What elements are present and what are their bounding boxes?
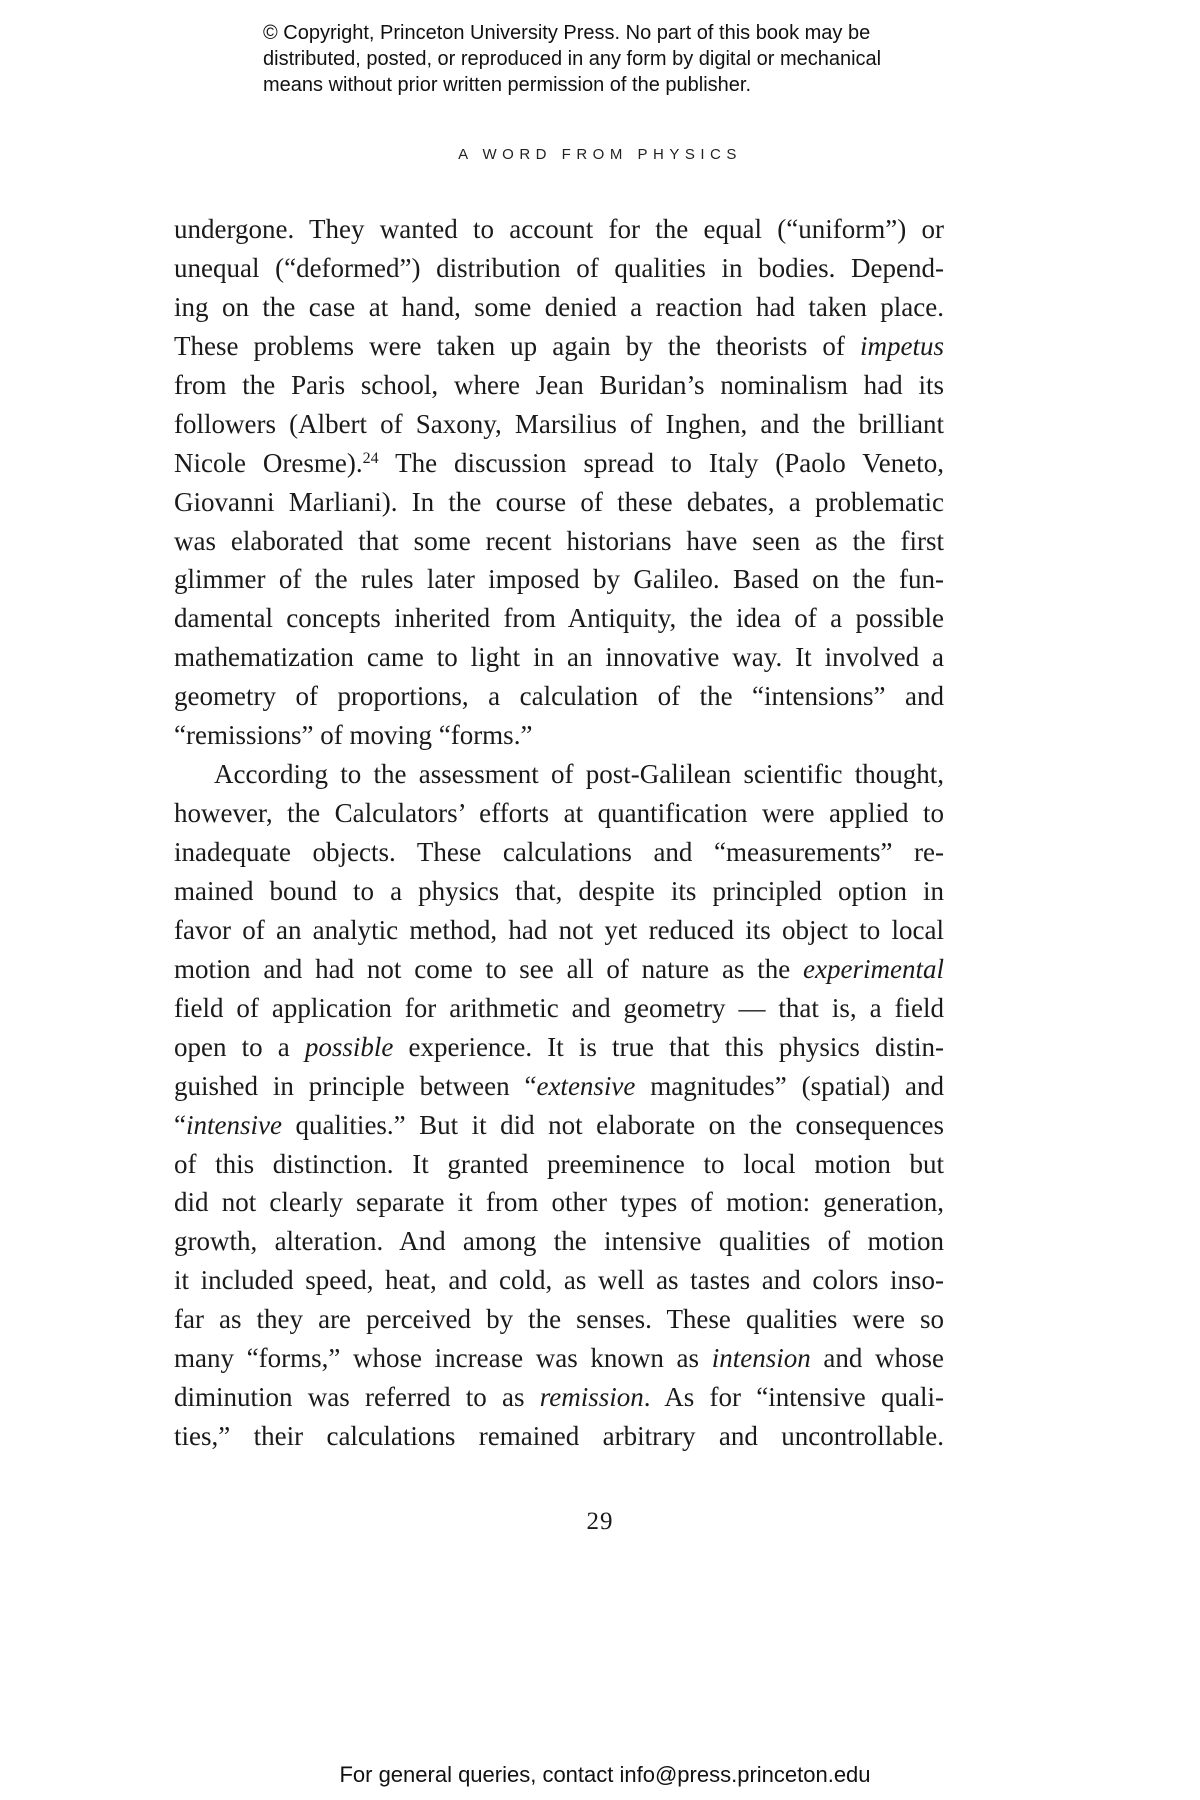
text-line — [174, 560, 944, 599]
line-text: ties,” their calculations remained arbitrary and uncontrollable. — [174, 1421, 944, 1452]
footnote-marker: 24 — [362, 449, 379, 467]
text-line — [174, 327, 944, 366]
body-text — [174, 210, 944, 1456]
footer-contact: For general queries, contact info@press.princeton.edu — [339, 1762, 871, 1787]
line-text: mained bound to a physics that, despite its principled option in — [174, 875, 944, 906]
line-text: and whose — [810, 1343, 944, 1374]
line-text: far as they are perceived by the senses. These qualities were so — [174, 1304, 944, 1335]
line-text: did not clearly separate it from other types of motion: generation, — [174, 1187, 944, 1218]
page-number: 29 — [586, 1508, 614, 1535]
text-line — [174, 288, 944, 327]
text-line — [174, 1067, 944, 1106]
line-text: growth, alteration. And among the intensive qualities of motion — [174, 1226, 944, 1257]
line-text: field of application for arithmetic and geometry — that is, a field — [174, 992, 944, 1023]
text-line — [174, 210, 944, 249]
line-text: “remissions” of moving “forms.” — [174, 720, 533, 751]
copyright-notice — [263, 20, 1023, 98]
line-text: followers (Albert of Saxony, Marsilius of Inghen, and the brilliant — [174, 408, 944, 439]
line-text: many “forms,” whose increase was known as — [174, 1343, 712, 1374]
line-text: open to a — [174, 1031, 305, 1062]
line-text: According to the assessment of post-Galilean scientific thought, — [214, 759, 944, 790]
line-text: guished in principle between “ — [174, 1070, 537, 1101]
text-line — [174, 1222, 944, 1261]
text-line — [174, 405, 944, 444]
text-line — [174, 755, 944, 794]
text-line — [174, 1261, 944, 1300]
line-text: mathematization came to light in an innovative way. It involved a — [174, 642, 944, 673]
line-text: experience. It is true that this physics distin- — [393, 1031, 944, 1062]
text-line — [174, 1378, 944, 1417]
line-text: however, the Calculators’ efforts at quantification were applied to — [174, 798, 944, 829]
text-line — [174, 366, 944, 405]
line-text: diminution was referred to as — [174, 1382, 540, 1413]
line-text: Nicole Oresme). — [174, 447, 363, 478]
line-text: it included speed, heat, and cold, as well as tastes and colors inso- — [174, 1265, 944, 1296]
italic-term: remission — [539, 1382, 644, 1413]
text-line — [174, 599, 944, 638]
text-line — [174, 638, 944, 677]
line-text: The discussion spread to Italy (Paolo Veneto, — [378, 447, 944, 478]
line-text: Giovanni Marliani). In the course of these debates, a problematic — [174, 486, 944, 517]
italic-term: impetus — [860, 330, 944, 361]
line-text: geometry of proportions, a calculation of the “intensions” and — [174, 681, 944, 712]
copyright-line: © Copyright, Princeton University Press. No part of this book may be — [263, 22, 871, 44]
text-line — [174, 1417, 944, 1456]
line-text: inadequate objects. These calculations and “measurements” re- — [174, 837, 944, 867]
italic-term: possible — [304, 1031, 394, 1062]
line-text: glimmer of the rules later imposed by Galileo. Based on the fun- — [174, 564, 944, 595]
line-text: of this distinction. It granted preeminence to local motion but — [174, 1148, 944, 1179]
text-line — [174, 911, 944, 950]
text-line — [174, 483, 944, 522]
text-line — [174, 1028, 944, 1067]
line-text: undergone. They wanted to account for the equal (“uniform”) or — [174, 214, 944, 244]
text-line — [174, 1339, 944, 1378]
text-line — [174, 1183, 944, 1222]
text-line — [174, 677, 944, 716]
text-line — [174, 794, 944, 833]
running-head: A WORD FROM PHYSICS — [458, 146, 742, 163]
line-text: motion and had not come to see all of nature as the — [174, 953, 804, 984]
text-line — [174, 444, 944, 483]
line-text: from the Paris school, where Jean Buridan’s nominalism had its — [174, 369, 944, 400]
line-text: ing on the case at hand, some denied a reaction had taken place. — [174, 291, 944, 322]
text-line — [174, 833, 944, 872]
line-text: . As for “intensive quali- — [643, 1382, 944, 1413]
line-text: These problems were taken up again by the theorists of — [174, 330, 860, 361]
copyright-line: means without prior written permission of the publisher. — [263, 74, 752, 96]
text-line — [174, 1145, 944, 1184]
copyright-line: distributed, posted, or reproduced in any form by digital or mechanical — [263, 48, 882, 70]
text-line — [174, 716, 944, 755]
italic-term: experimental — [803, 953, 944, 984]
text-line — [174, 1106, 944, 1145]
italic-term: intension — [711, 1343, 811, 1374]
italic-term: extensive — [536, 1070, 636, 1101]
line-text: was elaborated that some recent historians have seen as the first — [174, 525, 944, 556]
text-line — [174, 1300, 944, 1339]
text-line — [174, 249, 944, 288]
text-line — [174, 989, 944, 1028]
line-text: magnitudes” (spatial) and — [635, 1070, 944, 1101]
text-line — [174, 872, 944, 911]
italic-term: intensive — [185, 1109, 282, 1140]
line-text: qualities.” But it did not elaborate on the consequences — [281, 1109, 944, 1140]
line-text: unequal (“deformed”) distribution of qualities in bodies. Depend- — [174, 252, 944, 283]
line-text: “ — [174, 1109, 186, 1140]
text-line — [174, 950, 944, 989]
line-text: favor of an analytic method, had not yet reduced its object to local — [174, 914, 944, 945]
text-line — [174, 522, 944, 561]
line-text: damental concepts inherited from Antiquity, the idea of a possible — [174, 603, 944, 634]
